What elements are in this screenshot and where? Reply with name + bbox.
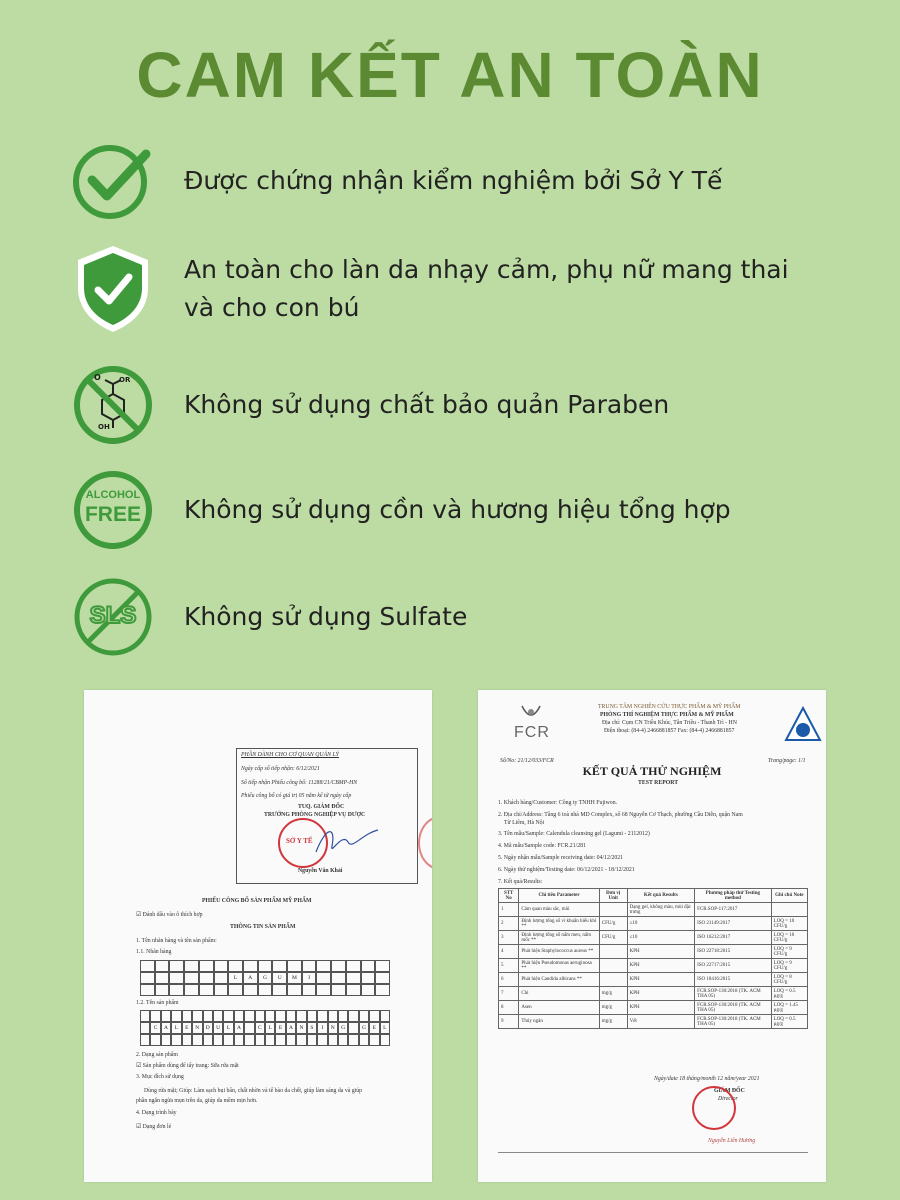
grid-cell: [348, 1010, 358, 1022]
grid-cell: [359, 1010, 369, 1022]
grid-cell: [275, 1010, 285, 1022]
grid-cell: A: [243, 972, 258, 984]
grid-cell: [258, 984, 273, 996]
item-1: 1. Tên nhãn hàng và tên sản phẩm:: [136, 938, 217, 944]
table-cell: Định lượng tổng số vi khuẩn hiếu khí **: [519, 917, 599, 931]
grid-cell: [199, 960, 214, 972]
grid-cell: [169, 984, 184, 996]
grid-cell: [348, 1022, 358, 1034]
authority-box-title: PHẦN DÀNH CHO CƠ QUAN QUẢN LÝ: [241, 752, 339, 758]
grid-cell: [243, 984, 258, 996]
grid-cell: [316, 972, 331, 984]
grid-cell: [171, 1010, 181, 1022]
grid-cell: [169, 960, 184, 972]
grid-cell: [192, 1010, 202, 1022]
grid-cell: C: [150, 1022, 160, 1034]
table-cell: FCR.SOP-117:2017: [695, 903, 772, 917]
table-cell: [599, 973, 627, 987]
grid-cell: [223, 1010, 233, 1022]
grid-cell: [302, 960, 317, 972]
grid-cell: [214, 984, 229, 996]
table-cell: LOQ = 10 CFU/g: [771, 917, 807, 931]
vilas-badge-icon: [784, 706, 822, 750]
table-row: [499, 931, 808, 945]
grid-cell: [258, 960, 273, 972]
grid-cell: E: [182, 1022, 192, 1034]
table-cell: FCR.SOP-130:2018 (TK. ACM THA 05): [695, 1001, 772, 1015]
grid-cell: [214, 972, 229, 984]
grid-cell: N: [296, 1022, 306, 1034]
grid-cell: [199, 984, 214, 996]
table-cell: ISO 21149:2017: [695, 917, 772, 931]
grid-cell: [296, 1010, 306, 1022]
icon-label-o: O: [94, 373, 101, 382]
grid-cell: [161, 1034, 171, 1046]
item-1-2: 1.2. Tên sản phẩm: [136, 1000, 179, 1006]
grid-cell: L: [223, 1022, 233, 1034]
report-signer: Nguyễn Liên Hương: [708, 1138, 756, 1144]
field-sample: 3. Tên mẫu/Sample: Calendula cleansing gel (Lagumi - 2112012): [498, 831, 650, 837]
item-4-a: ☑ Dạng đơn lẻ: [136, 1124, 172, 1130]
table-cell: Chì: [519, 987, 599, 1001]
report-sign-title: GIÁM ĐỐC: [714, 1088, 745, 1094]
table-cell: Thủy ngân: [519, 1015, 599, 1029]
grid-cell: [307, 1034, 317, 1046]
grid-cell: [361, 984, 376, 996]
grid-cell: [234, 1034, 244, 1046]
grid-cell: [234, 1010, 244, 1022]
grid-cell: [275, 1034, 285, 1046]
grid-cell: I: [317, 1022, 327, 1034]
table-row: [499, 973, 808, 987]
grid-cell: [184, 984, 199, 996]
grid-cell: [331, 972, 346, 984]
table-cell: LOQ = 0.5 µg/g: [771, 1015, 807, 1029]
grid-cell: [331, 984, 346, 996]
grid-cell: [155, 972, 170, 984]
grid-cell: [286, 1010, 296, 1022]
field-sample-code: 4. Mã mẫu/Sample code: FCR.21/281: [498, 843, 586, 849]
usage-line-2: phần ngăn ngừa mụn trên da, giúp da mềm mịn hơn.: [136, 1098, 258, 1104]
grid-cell: [150, 1034, 160, 1046]
grid-cell: [331, 960, 346, 972]
table-row: [499, 959, 808, 973]
product-letter-grid: [140, 1010, 390, 1046]
table-cell: ≤10: [627, 931, 695, 945]
grid-cell: L: [228, 972, 243, 984]
feature-item-alcohol-free: [72, 469, 852, 551]
feature-text-line1: An toàn cho làn da nhạy cảm, phụ nữ mang thai: [184, 255, 789, 284]
table-cell: [771, 903, 807, 917]
table-cell: Phát hiện Pseudomonas aeruginosa **: [519, 959, 599, 973]
table-header-cell: Phương pháp thử Testing method: [695, 889, 772, 903]
grid-cell: [214, 960, 229, 972]
table-cell: Định lượng tổng số nấm men, nấm mốc **: [519, 931, 599, 945]
table-cell: FCR.SOP-130:2018 (TK. ACM THA 05): [695, 987, 772, 1001]
side-stamp: [418, 816, 432, 870]
grid-cell: [338, 1034, 348, 1046]
grid-cell: [161, 1010, 171, 1022]
grid-cell: [184, 972, 199, 984]
grid-cell: [346, 984, 361, 996]
alcohol-free-icon: [72, 469, 154, 551]
field-receiving-date: 5. Ngày nhận mẫu/Sample receiving date: 04/12/2021: [498, 855, 624, 861]
grid-cell: [255, 1034, 265, 1046]
grid-cell: [244, 1022, 254, 1034]
table-row: [499, 903, 808, 917]
table-cell: LOQ = 10 CFU/g: [771, 931, 807, 945]
grid-cell: [199, 972, 214, 984]
feature-item-certified: [72, 140, 852, 222]
grid-cell: [140, 960, 155, 972]
field-address: 2. Địa chỉ/Address: Tầng 6 toà nhà MD Complex, số 68 Nguyễn Cơ Thạch, phường Cầu Diễn, quận Nam: [498, 812, 743, 818]
table-cell: KPH: [627, 945, 695, 959]
feature-item-no-paraben: [72, 364, 852, 446]
table-header-cell: Ghi chú Note: [771, 889, 807, 903]
table-cell: [599, 959, 627, 973]
feature-text: [184, 251, 789, 327]
table-cell: Cảm quan màu sắc, mùi: [519, 903, 599, 917]
item-2-a: ☑ Sản phẩm dùng để tẩy trang: Sữa rửa mặt: [136, 1063, 239, 1069]
shield-check-icon: [72, 248, 154, 330]
grid-cell: [348, 1034, 358, 1046]
grid-cell: U: [272, 972, 287, 984]
grid-cell: [328, 1034, 338, 1046]
table-cell: Vết: [627, 1015, 695, 1029]
table-cell: 7: [499, 987, 519, 1001]
feature-text-line2: và cho con bú: [184, 293, 360, 322]
report-date: Ngày/date 18 tháng/month 12 năm/year 2021: [654, 1076, 760, 1082]
grid-cell: N: [328, 1022, 338, 1034]
certificate-document: [84, 690, 432, 1182]
grid-cell: A: [234, 1022, 244, 1034]
grid-cell: [140, 972, 155, 984]
form-title: PHIẾU CÔNG BỐ SẢN PHẨM MỸ PHẨM: [202, 898, 312, 904]
report-ref: Số/No: 21/12/033/FCR: [500, 758, 554, 764]
icon-label-main: SLS: [89, 602, 137, 629]
grid-cell: [228, 984, 243, 996]
grid-cell: [155, 960, 170, 972]
grid-cell: [317, 1034, 327, 1046]
no-sls-icon: [72, 576, 154, 658]
item-2: 2. Dạng sản phẩm: [136, 1052, 178, 1058]
field-customer: 1. Khách hàng/Customer: Công ty TNHH Fujiwon.: [498, 800, 618, 806]
table-cell: FCR.SOP-130:2018 (TK. ACM THA 05): [695, 1015, 772, 1029]
table-cell: KPH: [627, 959, 695, 973]
grid-cell: [272, 960, 287, 972]
grid-cell: [140, 1022, 150, 1034]
icon-label-top: ALCOHOL: [85, 489, 141, 501]
feature-item-safe-skin: [72, 248, 852, 330]
table-cell: mg/g: [599, 1015, 627, 1029]
grid-cell: [375, 984, 390, 996]
table-row: [499, 917, 808, 931]
grid-cell: [184, 960, 199, 972]
grid-cell: [192, 1034, 202, 1046]
grid-cell: [359, 1034, 369, 1046]
grid-cell: [328, 1010, 338, 1022]
table-cell: ISO 16212:2017: [695, 931, 772, 945]
table-cell: 8: [499, 1001, 519, 1015]
grid-cell: L: [265, 1022, 275, 1034]
grid-cell: [296, 1034, 306, 1046]
table-cell: ISO 22717:2015: [695, 959, 772, 973]
grid-cell: E: [275, 1022, 285, 1034]
feature-text: Không sử dụng cồn và hương hiệu tổng hợp: [184, 495, 731, 524]
grid-cell: U: [213, 1022, 223, 1034]
table-cell: LOQ = 9 CFU/g: [771, 959, 807, 973]
page-title: CAM KẾT AN TOÀN: [136, 39, 764, 111]
report-page: Trang/page: 1/1: [768, 758, 806, 764]
table-cell: 2: [499, 917, 519, 931]
grid-cell: [286, 1034, 296, 1046]
grid-cell: [171, 1034, 181, 1046]
table-cell: KPH: [627, 973, 695, 987]
feature-item-no-sulfate: [72, 576, 852, 658]
field-testing-date: 6. Ngày thử nghiệm/Testing date: 06/12/2021 - 18/12/2021: [498, 867, 635, 873]
table-header-cell: Chỉ tiêu Parameter: [519, 889, 599, 903]
table-cell: Asen: [519, 1001, 599, 1015]
flask-logo-icon: [518, 702, 544, 724]
table-cell: LOQ = 1.45 µg/g: [771, 1001, 807, 1015]
table-cell: [599, 903, 627, 917]
results-table: [498, 888, 808, 1029]
stamp-text: SỞ Y TẾ: [286, 837, 313, 845]
no-paraben-icon: [72, 364, 154, 446]
table-cell: Phát hiện Staphylococcus aureus **: [519, 945, 599, 959]
grid-cell: [380, 1034, 390, 1046]
field-address-2: Từ Liêm, Hà Nội: [504, 820, 545, 826]
grid-cell: [346, 972, 361, 984]
section-title: THÔNG TIN SẢN PHẨM: [230, 924, 296, 930]
feature-text: Được chứng nhận kiểm nghiệm bởi Sở Y Tế: [184, 166, 723, 195]
grid-cell: [375, 960, 390, 972]
table-cell: mg/g: [599, 987, 627, 1001]
check-note: ☑ Đánh dấu vào ô thích hợp: [136, 912, 203, 918]
grid-cell: C: [255, 1022, 265, 1034]
table-cell: 1: [499, 903, 519, 917]
grid-cell: [155, 984, 170, 996]
sign-title-1: TUQ. GIÁM ĐỐC: [298, 804, 345, 810]
table-cell: LOQ = 0.5 µg/g: [771, 987, 807, 1001]
table-cell: ISO 18416:2015: [695, 973, 772, 987]
table-cell: 3: [499, 931, 519, 945]
table-row: [499, 1001, 808, 1015]
validity-note: Phiếu công bố có giá trị 05 năm kể từ ngày cấp: [241, 793, 352, 799]
grid-cell: [287, 960, 302, 972]
receipt-number: Số tiếp nhận Phiếu công bố: 11288/21/CBMP-HN: [241, 780, 358, 786]
grid-cell: A: [286, 1022, 296, 1034]
grid-cell: [317, 1010, 327, 1022]
fcr-logo: FCR: [514, 724, 550, 741]
grid-cell: [361, 972, 376, 984]
report-subtitle: TEST REPORT: [638, 780, 679, 786]
table-cell: 4: [499, 945, 519, 959]
item-4: 4. Dạng trình bày: [136, 1110, 177, 1116]
grid-cell: A: [161, 1022, 171, 1034]
field-results: 7. Kết quả/Results:: [498, 879, 543, 885]
table-cell: Dạng gel, không màu, mùi đặc trưng: [627, 903, 695, 917]
grid-cell: L: [171, 1022, 181, 1034]
table-cell: KPH: [627, 987, 695, 1001]
grid-cell: [203, 1010, 213, 1022]
grid-cell: [140, 1010, 150, 1022]
grid-cell: [338, 1010, 348, 1022]
grid-cell: [140, 1034, 150, 1046]
item-1-1: 1.1. Nhãn hàng: [136, 949, 172, 955]
grid-cell: [369, 1034, 379, 1046]
table-cell: [599, 945, 627, 959]
table-header-cell: Đơn vị Unit: [599, 889, 627, 903]
grid-cell: [265, 1010, 275, 1022]
table-cell: 9: [499, 1015, 519, 1029]
grid-cell: [169, 972, 184, 984]
grid-cell: [346, 960, 361, 972]
grid-cell: [369, 1010, 379, 1022]
grid-cell: [243, 960, 258, 972]
signer-name: Nguyễn Văn Khải: [298, 868, 343, 874]
grid-cell: [223, 1034, 233, 1046]
grid-cell: [182, 1034, 192, 1046]
grid-cell: [272, 984, 287, 996]
table-cell: KPH: [627, 1001, 695, 1015]
grid-cell: [375, 972, 390, 984]
grid-cell: G: [359, 1022, 369, 1034]
test-report-document: [478, 690, 826, 1182]
table-row: [499, 945, 808, 959]
report-sign-sub: Director: [718, 1096, 738, 1102]
lab-phone: Điện thoại: (84-4) 2466881857 Fax: (84-4) 2466881857: [604, 728, 735, 734]
grid-cell: [361, 960, 376, 972]
table-cell: 5: [499, 959, 519, 973]
table-row: [499, 987, 808, 1001]
report-title: KẾT QUẢ THỬ NGHIỆM: [582, 764, 722, 778]
grid-cell: D: [203, 1022, 213, 1034]
table-cell: CFU/g: [599, 917, 627, 931]
grid-cell: [255, 1010, 265, 1022]
grid-cell: M: [287, 972, 302, 984]
table-row: [499, 1015, 808, 1029]
feature-text: Không sử dụng chất bảo quản Paraben: [184, 390, 670, 419]
grid-cell: G: [258, 972, 273, 984]
grid-cell: [265, 1034, 275, 1046]
grid-cell: [287, 984, 302, 996]
grid-cell: S: [307, 1022, 317, 1034]
receipt-date: Ngày cấp số tiếp nhận: 6/12/2021: [241, 766, 320, 772]
grid-cell: [316, 960, 331, 972]
table-cell: LOQ = 8 CFU/g: [771, 973, 807, 987]
icon-label-bottom: FREE: [84, 503, 141, 526]
grid-cell: [213, 1034, 223, 1046]
table-cell: Phát hiện Candida albicans **: [519, 973, 599, 987]
sign-title-2: TRƯỞNG PHÒNG NGHIỆP VỤ DƯỢC: [264, 812, 366, 818]
table-header-cell: Kết quả Results: [627, 889, 695, 903]
icon-label-or: OR: [119, 376, 131, 384]
grid-cell: [307, 1010, 317, 1022]
table-cell: mg/g: [599, 1001, 627, 1015]
grid-cell: I: [302, 972, 317, 984]
grid-cell: [150, 1010, 160, 1022]
item-3: 3. Mục đích sử dụng: [136, 1074, 184, 1080]
grid-cell: [213, 1010, 223, 1022]
grid-cell: [302, 984, 317, 996]
table-cell: 6: [499, 973, 519, 987]
grid-cell: N: [192, 1022, 202, 1034]
grid-cell: [182, 1010, 192, 1022]
table-cell: ≤10: [627, 917, 695, 931]
grid-cell: E: [369, 1022, 379, 1034]
usage-line-1: Dùng rửa mặt; Giúp: Làm sạch bụi bẩn, chất nhờn và tế bào da chết, giúp làm sáng da và giúp: [144, 1088, 363, 1094]
grid-cell: [203, 1034, 213, 1046]
report-footer: [498, 1152, 808, 1173]
red-stamp: [692, 1086, 736, 1130]
table-cell: CFU/g: [599, 931, 627, 945]
grid-cell: G: [338, 1022, 348, 1034]
grid-cell: [140, 984, 155, 996]
center-name: TRUNG TÂM NGHIÊN CỨU THỰC PHẨM & MỸ PHẨM: [598, 704, 741, 710]
check-circle-icon: [72, 140, 154, 222]
table-cell: LOQ = 9 CFU/g: [771, 945, 807, 959]
lab-name: PHÒNG THÍ NGHIỆM THỰC PHẨM & MỸ PHẨM: [600, 712, 734, 718]
grid-cell: [380, 1010, 390, 1022]
lab-address: Địa chỉ: Cụm CN Triều Khúc, Tân Triều - Thanh Trì - HN: [602, 720, 737, 726]
table-cell: ISO 22718:2015: [695, 945, 772, 959]
table-header-cell: STT No: [499, 889, 519, 903]
icon-label-oh: OH: [98, 423, 110, 431]
grid-cell: [244, 1010, 254, 1022]
signature-icon: [312, 822, 382, 862]
brand-letter-grid: [140, 960, 390, 996]
grid-cell: [228, 960, 243, 972]
grid-cell: [244, 1034, 254, 1046]
feature-text: Không sử dụng Sulfate: [184, 602, 468, 631]
grid-cell: L: [380, 1022, 390, 1034]
grid-cell: [316, 984, 331, 996]
